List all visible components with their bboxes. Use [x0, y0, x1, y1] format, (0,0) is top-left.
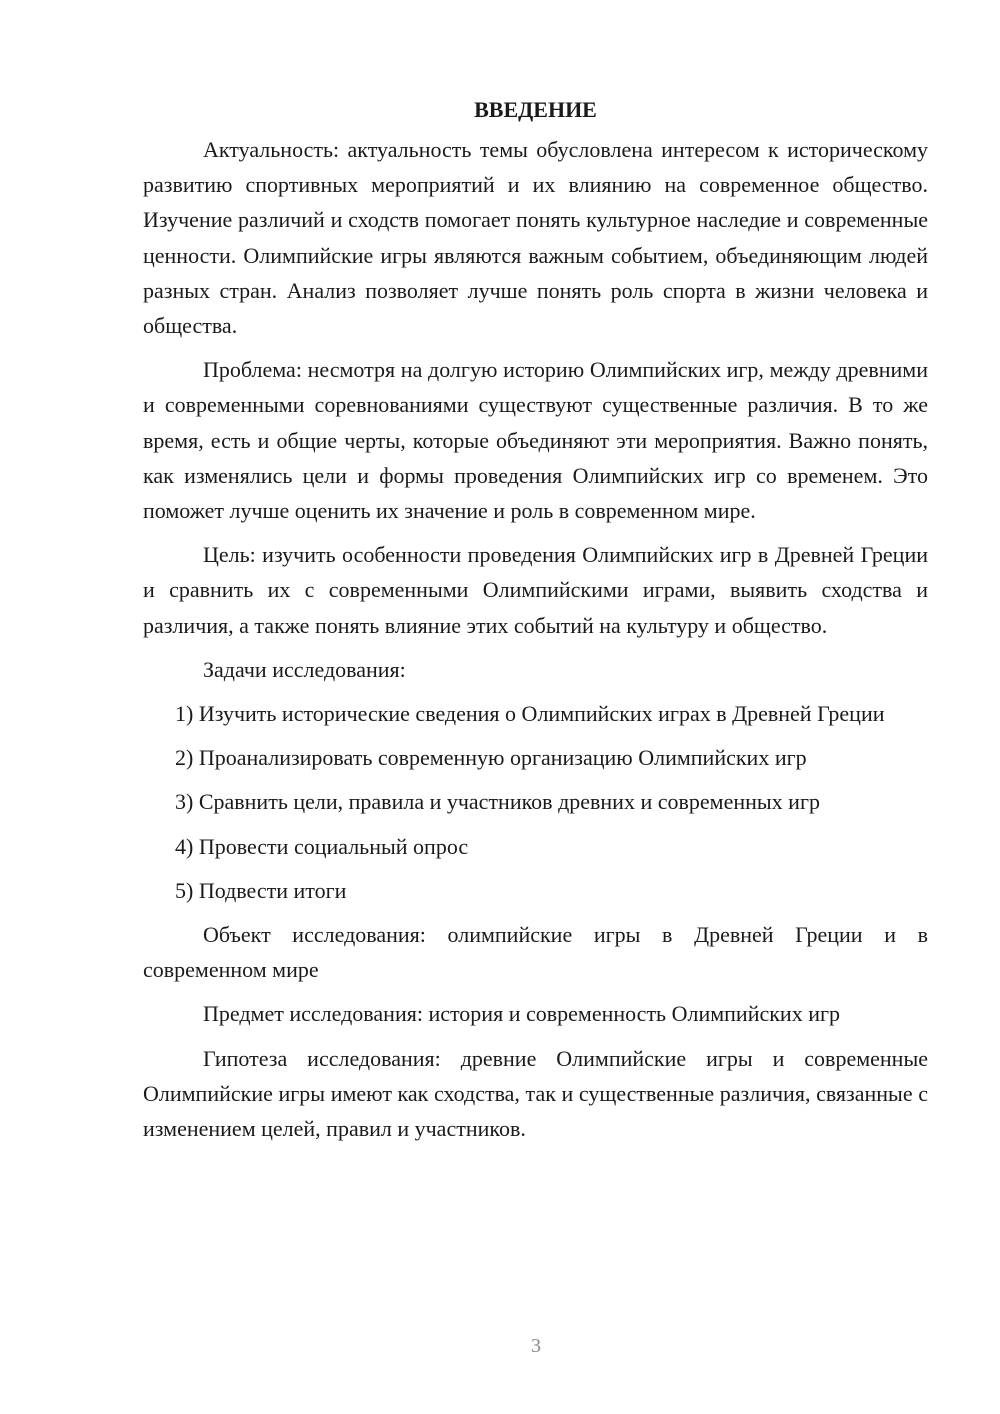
relevance-paragraph: Актуальность: актуальность темы обусловлена интересом к историческому развитию спортивных мероприятий и их влиянию на современное общество. Изучение различий и сходств помогает понять культурное наследие и современные ценности. Олимпийские игры являются важным событием, объединяющим людей разных стран. Анализ позволяет лучше понять роль спорта в жизни человека и общества. — [143, 137, 928, 339]
page-number: 3 — [531, 1335, 541, 1357]
goal-paragraph: Цель: изучить особенности проведения Олимпийских игр в Древней Греции и сравнить их с современными Олимпийскими играми, выявить сходства и различия, а также понять влияние этих событий на культуру и общество. — [143, 542, 928, 638]
section-heading: ВВЕДЕНИЕ — [474, 97, 597, 122]
problem-paragraph: Проблема: несмотря на долгую историю Олимпийских игр, между древними и современными соревнованиями существуют существенные различия. В то же время, есть и общие черты, которые объединяют эти мероприятия. Важно понять, как изменялись цели и формы проведения Олимпийских игр со временем. Это поможет лучше оценить их значение и роль в современном мире. — [143, 357, 928, 524]
hypothesis-paragraph: Гипотеза исследования: древние Олимпийские игры и современные Олимпийские игры имеют как сходства, так и существенные различия, связанные с изменением целей, правил и участников. — [143, 1045, 928, 1142]
task-item: 4) Провести социальный опрос — [175, 833, 469, 859]
task-item: 3) Сравнить цели, правила и участников древних и современных игр — [175, 789, 820, 815]
tasks-title: Задачи исследования: — [203, 656, 406, 682]
task-item: 2) Проанализировать современную организацию Олимпийских игр — [175, 745, 807, 771]
task-item: 1) Изучить исторические сведения о Олимпийских играх в Древней Греции — [175, 701, 885, 727]
subject-paragraph: Предмет исследования: история и современность Олимпийских игр — [203, 1001, 840, 1027]
task-item: 5) Подвести итоги — [175, 877, 347, 903]
object-paragraph: Объект исследования: олимпийские игры в Древней Греции и в современном мире — [143, 922, 928, 983]
document-page — [143, 92, 928, 1155]
